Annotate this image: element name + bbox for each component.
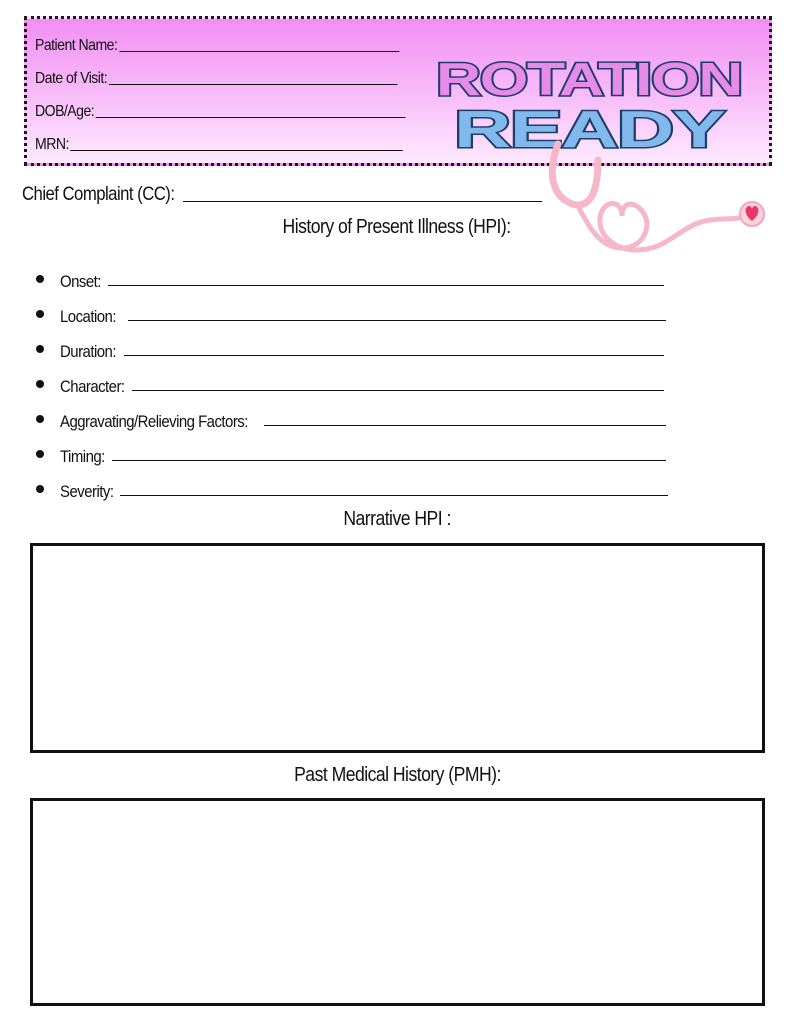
bullet: [36, 345, 44, 353]
patient-name-label: Patient Name:: [35, 37, 118, 54]
hpi-item-label: Character:: [60, 377, 125, 396]
date-of-visit-field[interactable]: [35, 70, 398, 88]
onset-line[interactable]: [108, 285, 664, 286]
bullet: [36, 485, 44, 493]
logo-line1: ROTATION: [436, 53, 742, 105]
patient-name-line[interactable]: [119, 51, 399, 52]
hpi-item-label: Location:: [60, 307, 116, 326]
mrn-label: MRN:: [35, 136, 69, 153]
patient-name-field[interactable]: [35, 37, 399, 55]
hpi-item-label: Severity:: [60, 482, 114, 501]
hpi-item-timing[interactable]: [36, 432, 274, 467]
hpi-item-label: Aggravating/Relieving Factors:: [60, 412, 248, 431]
hpi-item-aggravating-relieving[interactable]: [36, 397, 274, 432]
pmh-title: [0, 764, 794, 787]
hpi-list: [36, 257, 274, 502]
character-line[interactable]: [132, 390, 664, 391]
bullet: [36, 310, 44, 318]
narrative-hpi-title: [0, 508, 794, 531]
dob-age-field[interactable]: [35, 103, 406, 121]
hpi-title-text: History of Present Illness (HPI):: [282, 216, 512, 238]
location-line[interactable]: [128, 320, 666, 321]
hpi-item-duration[interactable]: [36, 327, 274, 362]
duration-line[interactable]: [124, 355, 664, 356]
aggravating-relieving-line[interactable]: [264, 425, 666, 426]
hpi-item-severity[interactable]: [36, 467, 274, 502]
chief-complaint-label: Chief Complaint (CC):: [22, 184, 175, 205]
timing-line[interactable]: [112, 460, 666, 461]
bullet: [36, 380, 44, 388]
severity-line[interactable]: [120, 495, 668, 496]
narrative-hpi-box[interactable]: [30, 543, 765, 753]
hpi-item-label: Timing:: [60, 447, 105, 466]
narrative-hpi-title-text: Narrative HPI :: [343, 508, 451, 530]
hpi-item-location[interactable]: [36, 292, 274, 327]
mrn-line[interactable]: [71, 150, 404, 151]
chief-complaint-field[interactable]: [22, 184, 542, 206]
hpi-title: [0, 216, 794, 239]
chief-complaint-line[interactable]: [183, 201, 542, 202]
dob-age-label: DOB/Age:: [35, 103, 95, 120]
bullet: [36, 275, 44, 283]
date-of-visit-label: Date of Visit:: [35, 70, 108, 87]
hpi-item-onset[interactable]: [36, 257, 274, 292]
logo-line2: READY: [454, 101, 725, 155]
pmh-box[interactable]: [30, 798, 765, 1006]
hpi-item-label: Duration:: [60, 342, 116, 361]
date-of-visit-line[interactable]: [109, 84, 398, 85]
stethoscope-heart-icon: [540, 140, 780, 260]
hpi-item-label: Onset:: [60, 272, 101, 291]
dob-age-line[interactable]: [96, 117, 406, 118]
bullet: [36, 415, 44, 423]
mrn-field[interactable]: [35, 136, 403, 154]
bullet: [36, 450, 44, 458]
pmh-title-text: Past Medical History (PMH):: [293, 764, 501, 786]
hpi-item-character[interactable]: [36, 362, 274, 397]
